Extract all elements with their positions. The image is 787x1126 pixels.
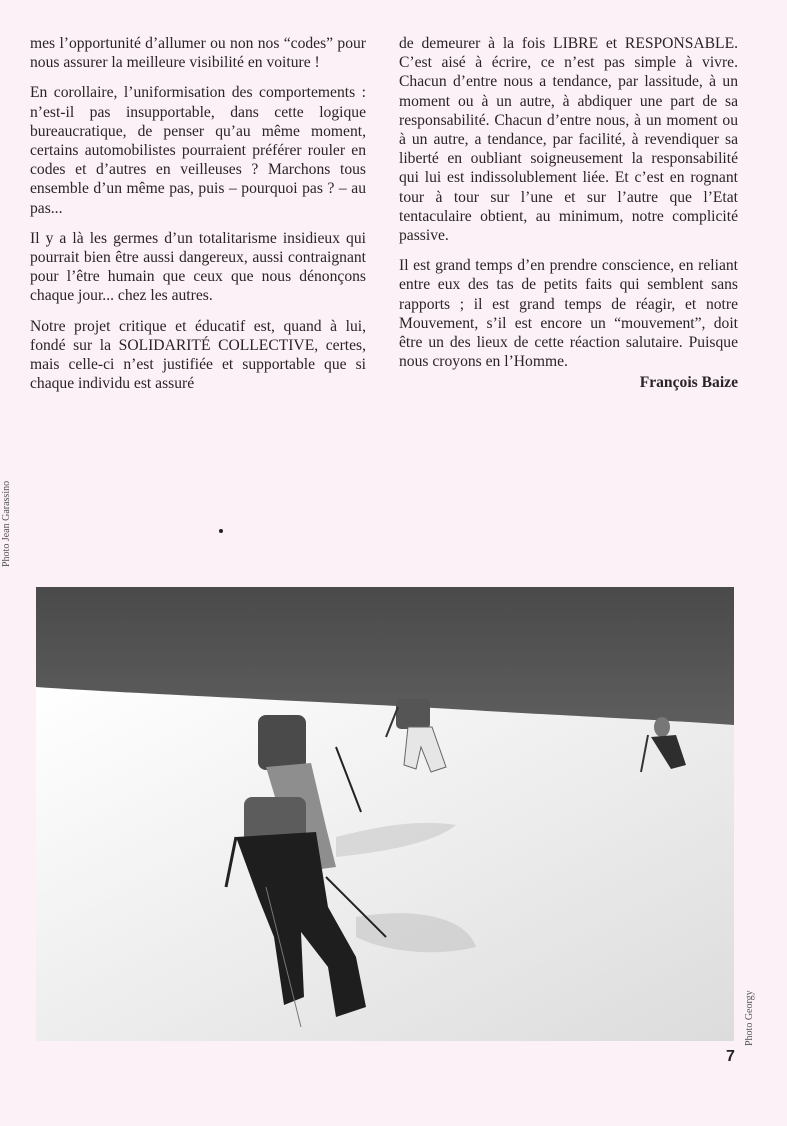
- photo-snow-slope: [36, 687, 734, 1041]
- article-left-column: [30, 34, 366, 393]
- paragraph: Il est grand temps d’en prendre conscience, en reliant entre eux des tas de petits faits qui semblent sans rapports ; il est grand temps de réagir, et notre Mouvement, s’il est encore un “mouvement”, doit être un des lieux de cette réaction salutaire. Puisque nous croyons en l’Homme.: [399, 257, 738, 371]
- photo-credit-left: Photo Jean Garassino: [1, 480, 12, 567]
- paragraph: de demeurer à la fois LIBRE et RESPONSABLE. C’est aisé à écrire, ce n’est pas simple à vivre. Chacun d’entre nous a tendance, par lassitude, à un moment ou à un autre, à abdiquer une part de sa responsabilité. Chacun d’entre nous, à un moment ou à un autre, a tendance, par facilité, à revendiquer sa liberté en oubliant soigneusement la responsabilité qui lui est indissolublement liée. Et c’est en rognant tour à tour sur l’une et sur l’autre que l’Etat tentaculaire obtient, au minimum, notre complicité passive.: [399, 35, 738, 245]
- paragraph: En corollaire, l’uniformisation des comportements : n’est-il pas insupportable, dans cette logique bureaucratique, de penser qu’au même moment, certains automobilistes pourraient préférer rouler en codes et d’autres en veilleuses ? Marchons tous ensemble d’un même pas, puis – pourquoi pas ? – au pas...: [30, 84, 366, 217]
- paragraph: mes l’opportunité d’allumer ou non nos “codes” pour nous assurer la meilleure visibilité en voiture !: [30, 35, 366, 72]
- article-right-column: [399, 34, 738, 393]
- print-speck: [219, 529, 223, 533]
- paragraph: Il y a là les germes d’un totalitarisme insidieux qui pourrait bien être aussi dangereux, aussi contraignant pour l’être humain que ceux que nous dénonçons chaque jour... chez les autres.: [30, 229, 366, 305]
- page-number: 7: [726, 1048, 735, 1065]
- paragraph: Notre projet critique et éducatif est, quand à lui, fondé sur la SOLIDARITÉ COLLECTIVE, certes, mais celle-ci n’est justifiée et supportable que si chaque individu est assuré: [30, 317, 366, 393]
- mountaineering-photo: [36, 587, 734, 1041]
- author-signature: François Baize: [639, 374, 738, 392]
- photo-credit-right: Photo Georgy: [744, 990, 755, 1046]
